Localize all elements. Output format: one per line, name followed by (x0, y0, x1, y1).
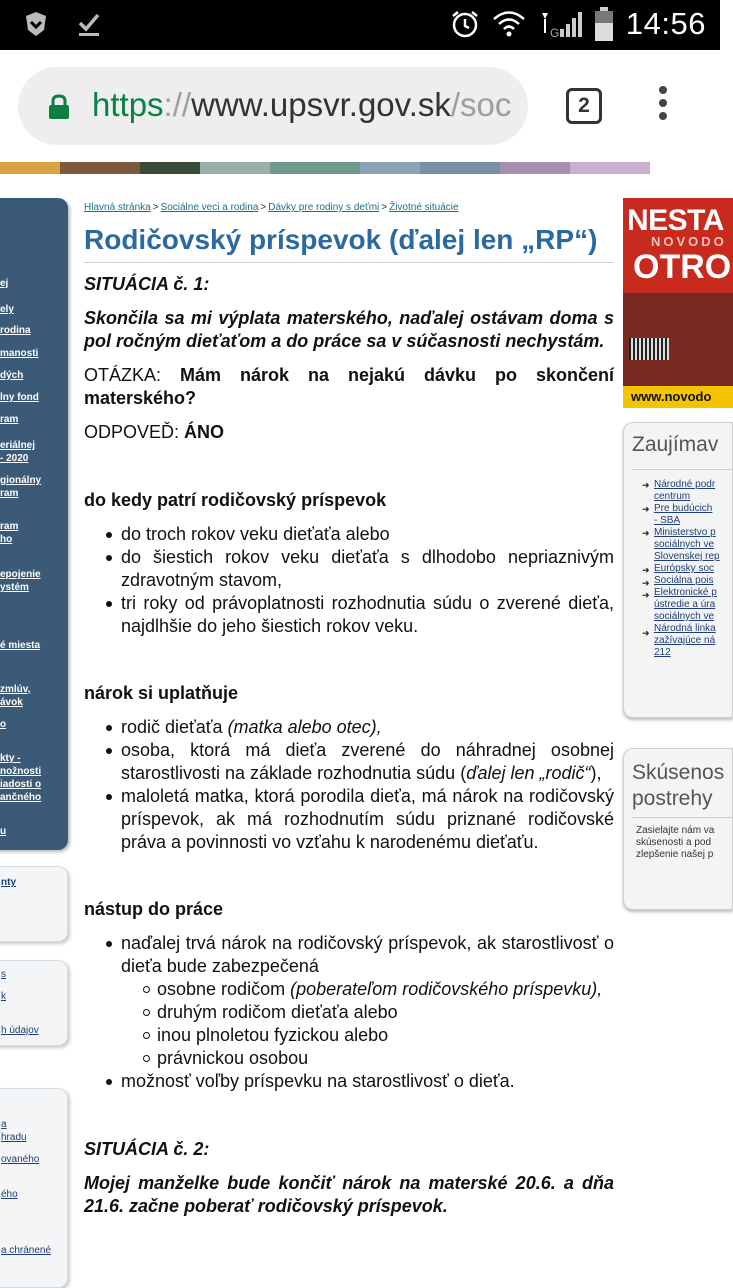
left-box-3 (0, 1088, 68, 1288)
section-claim-heading: nárok si uplatňuje (84, 683, 239, 703)
ad-footer (623, 386, 733, 408)
lock-icon[interactable] (48, 94, 70, 125)
nav-link[interactable]: dých (0, 370, 24, 381)
arrow-icon: ➜ (642, 565, 650, 575)
right-link[interactable]: Elektronické p (654, 587, 717, 598)
side-link[interactable]: k (1, 991, 6, 1002)
page-title: Rodičovský príspevok (ďalej len „RP“) (84, 224, 614, 263)
section-until-list (84, 523, 614, 638)
section-claim-list (84, 716, 614, 854)
ad-footer-url: www.novodo (631, 389, 712, 404)
nav-link[interactable]: é miesta (0, 640, 41, 651)
answer (84, 421, 614, 444)
right-link[interactable]: Slovenskej rep (654, 551, 720, 562)
sub-list-item: inou plnoletou fyzickou alebo (121, 1024, 614, 1047)
banner-segment (270, 162, 360, 174)
question-label: OTÁZKA: (84, 365, 162, 385)
sub-list (121, 978, 614, 1070)
section-until-heading: do kedy patrí rodičovský príspevok (84, 490, 387, 510)
check-icon (76, 10, 104, 38)
right-box-desc: Zasielajte nám va skúsenosti a pod zlepšenie našej p (636, 825, 715, 860)
arrow-icon: ➜ (642, 528, 650, 538)
arrow-icon: ➜ (642, 578, 650, 588)
nav-link[interactable]: eriálnej (0, 440, 36, 451)
section-work-list (84, 932, 614, 1093)
nav-link[interactable]: gionálny (0, 475, 42, 486)
answer-text: ÁNO (184, 422, 225, 442)
list-item: do troch rokov veku dieťaťa alebo (84, 523, 614, 546)
status-bar (0, 0, 720, 50)
side-link[interactable]: ého (1, 1189, 18, 1200)
nav-link[interactable]: nožnosti (0, 766, 42, 777)
nav-link[interactable]: kty - (0, 753, 21, 764)
site-banner (0, 162, 650, 174)
right-link[interactable]: Pre budúcich (654, 503, 713, 514)
nav-link[interactable]: ej (0, 278, 9, 289)
breadcrumb-life-situations[interactable]: Životné situácie (389, 202, 459, 213)
ad-line-2: NOVODO (651, 234, 727, 249)
sub-list-item: druhým rodičom dieťaťa alebo (121, 1001, 614, 1024)
left-navigation (0, 198, 68, 850)
alarm-icon (450, 9, 480, 39)
right-box-title-2: postrehy (632, 787, 713, 810)
nav-link[interactable]: u (0, 826, 7, 837)
right-link[interactable]: zažívajúce ná (654, 635, 716, 646)
sub-list-item: osobne rodičom (poberateľom rodičovského príspevku), (121, 978, 614, 1001)
question-text: Mám nárok na nejakú dávku po skončení materského? (84, 365, 614, 408)
side-link[interactable]: h údajov (1, 1025, 39, 1036)
nav-link[interactable]: - 2020 (0, 453, 29, 464)
banner-segment (420, 162, 500, 174)
right-link[interactable]: ústredie a úra (654, 599, 716, 610)
battery-icon (594, 7, 614, 41)
nav-link[interactable]: lny fond (0, 392, 39, 403)
list-item: možnosť voľby príspevku na starostlivosť o dieťa. (84, 1070, 614, 1093)
side-link[interactable]: ovaného (1, 1154, 40, 1165)
nav-link[interactable]: ram (0, 488, 19, 499)
arrow-icon: ➜ (642, 628, 650, 638)
banner-segment (0, 162, 60, 174)
breadcrumb-social[interactable]: Sociálne veci a rodina (160, 202, 259, 213)
breadcrumb-home[interactable]: Hlavná stránka (84, 202, 151, 213)
right-box-title: Zaujímav (632, 433, 719, 456)
side-link[interactable]: nty (1, 877, 16, 888)
right-box-title-1: Skúsenos (632, 761, 725, 784)
barcode-icon (629, 338, 669, 360)
ad-line-3: OTRO (633, 248, 732, 286)
signal-icon (538, 9, 582, 39)
nav-link[interactable]: ram (0, 521, 19, 532)
tab-switcher-button[interactable]: 2 (566, 88, 602, 124)
banner-segment (200, 162, 270, 174)
svg-text:G: G (549, 26, 560, 40)
nav-link[interactable]: o (0, 719, 7, 730)
right-link[interactable]: Ministerstvo p (654, 527, 716, 538)
status-clock: 14:56 (625, 6, 706, 41)
situation-2-text: Mojej manželke bude končiť nárok na materské 20.6. a dňa 21.6. začne poberať rodičovský príspevok. (84, 1173, 614, 1216)
nav-link[interactable]: ančného (0, 792, 42, 803)
right-box-experiences (623, 748, 733, 910)
side-link[interactable]: a (1, 1119, 7, 1130)
banner-segment (60, 162, 140, 174)
left-box-2 (0, 960, 68, 1046)
left-box-1 (0, 866, 68, 942)
nav-link[interactable]: manosti (0, 348, 39, 359)
right-link[interactable]: Národné podr (654, 479, 716, 490)
side-link[interactable]: s (1, 969, 6, 980)
nav-link[interactable]: epojenie (0, 569, 41, 580)
situation-1-text: Skončila sa mi výplata materského, naďalej ostávam doma s pol ročným dieťaťom a do práce sa v súčasnosti nechystám. (84, 308, 614, 351)
main-content (84, 198, 614, 1218)
arrow-icon: ➜ (642, 504, 650, 514)
right-link[interactable]: sociálnych ve (654, 611, 715, 622)
list-item: osoba, ktorá má dieťa zverené do náhradnej osobnej starostlivosti na základe rozhodnutia súdu (ďalej len „rodič“), (84, 739, 614, 785)
breadcrumb-benefits[interactable]: Dávky pre rodiny s deťmi (268, 202, 380, 213)
nav-link[interactable]: iadosti o (0, 779, 42, 790)
nav-link[interactable]: rodina (0, 325, 31, 336)
list-item: rodič dieťaťa (matka alebo otec), (84, 716, 614, 739)
overflow-menu-icon[interactable] (656, 86, 670, 126)
question (84, 364, 614, 410)
nav-link[interactable]: ho (0, 534, 13, 545)
right-link[interactable]: sociálnych ve (654, 539, 715, 550)
nav-link[interactable]: ely (0, 304, 14, 315)
right-link[interactable]: Európsky soc (654, 563, 715, 574)
section-work-heading: nástup do práce (84, 899, 224, 919)
situation-1-heading: SITUÁCIA č. 1: (84, 274, 210, 294)
right-link[interactable]: Národná linka (654, 623, 716, 634)
nav-link[interactable]: zmlúv, (0, 684, 31, 695)
list-item: do šiestich rokov veku dieťaťa s dlhodobo nepriaznivým zdravotným stavom, (84, 546, 614, 592)
divider (632, 469, 732, 470)
list-item: naďalej trvá nárok na rodičovský príspevok, ak starostlivosť o dieťa bude zabezpečená osobne rodičom (poberateľom rodičovského príspevku), druhým rodičom dieťaťa alebo inou plnoletou fyzickou alebo právnickou osobou (84, 932, 614, 1070)
nav-link[interactable]: ystém (0, 582, 29, 593)
address-bar[interactable] (18, 67, 528, 145)
arrow-icon: ➜ (642, 590, 650, 600)
answer-label: ODPOVEĎ: (84, 422, 180, 442)
ad-banner[interactable] (623, 198, 733, 408)
sub-list-item: právnickou osobou (121, 1047, 614, 1070)
banner-segment (140, 162, 200, 174)
wifi-icon (492, 10, 526, 38)
banner-segment (360, 162, 420, 174)
breadcrumb: Hlavná stránka > Sociálne veci a rodina > Dávky pre rodiny s deťmi > Životné situácie (84, 202, 459, 213)
browser-toolbar (0, 50, 720, 162)
nav-link[interactable]: ram (0, 414, 19, 425)
right-box-interesting (623, 422, 733, 718)
banner-segment (500, 162, 570, 174)
situation-2-heading: SITUÁCIA č. 2: (84, 1139, 210, 1159)
url-text[interactable]: https://www.upsvr.gov.sk/soc (92, 86, 512, 123)
shield-icon (22, 10, 50, 38)
arrow-icon: ➜ (642, 480, 650, 490)
right-links (654, 479, 720, 659)
right-link[interactable]: Sociálna pois (654, 575, 714, 586)
ad-line-1: NESTA (627, 204, 724, 237)
right-link[interactable]: 212 (654, 647, 671, 658)
right-link[interactable]: - SBA (654, 515, 681, 526)
banner-segment (570, 162, 650, 174)
side-link[interactable]: a chránené (1, 1245, 52, 1256)
right-link[interactable]: centrum (654, 491, 691, 502)
list-item: maloletá matka, ktorá porodila dieťa, má nárok na rodičovský príspevok, ak má rozhodnutím súdu priznané rodičovské práva a povinnosti vo vzťahu k narodenému dieťaťu. (84, 785, 614, 854)
nav-link[interactable]: ávok (0, 697, 23, 708)
list-item: tri roky od právoplatnosti rozhodnutia súdu o zverené dieťa, najdlhšie do jeho šiestich rokov veku. (84, 592, 614, 638)
side-link[interactable]: hradu (1, 1132, 27, 1143)
divider (632, 817, 732, 818)
